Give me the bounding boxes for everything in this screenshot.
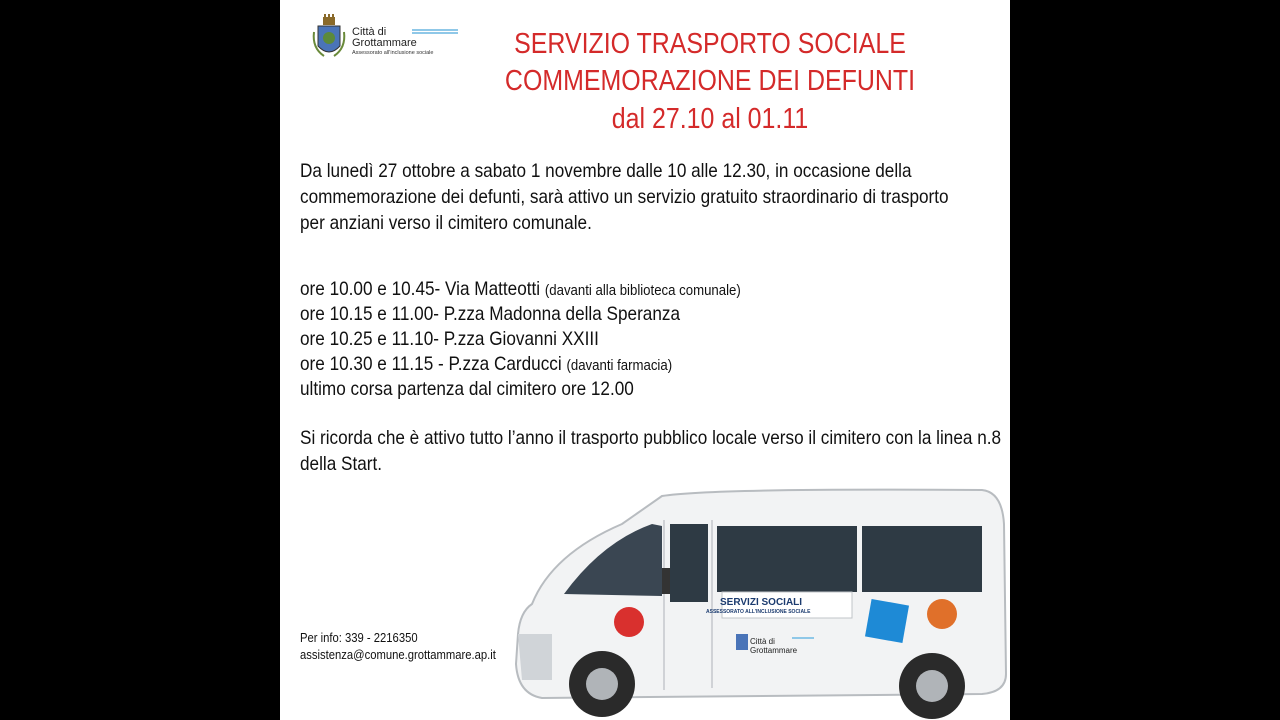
logo-department: Assessorato all'inclusione sociale — [352, 50, 434, 56]
schedule-item: ore 10.30 e 11.15 - P.zza Carducci (davanti farmacia) — [300, 353, 673, 375]
van-label-subtitle: ASSESSORATO ALL'INCLUSIONE SOCIALE — [706, 609, 811, 615]
schedule-item: ore 10.15 e 11.00- P.zza Madonna della Speranza — [300, 303, 681, 325]
reminder-line: della Start. — [300, 453, 383, 475]
info-email: assistenza@comune.grottammare.ap.it — [300, 648, 496, 662]
contact-info — [300, 630, 496, 664]
van-label-city-name: Grottammare — [750, 646, 798, 655]
poster — [280, 0, 1010, 720]
title-line-1: SERVIZIO TRASPORTO SOCIALE — [514, 28, 906, 60]
logo-city-label: Città di — [352, 26, 387, 38]
intro-line: commemorazione dei defunti, sarà attivo un servizio gratuito straordinario di trasporto — [300, 186, 949, 208]
schedule-item: ore 10.25 e 11.10- P.zza Giovanni XXIII — [300, 328, 599, 350]
van-label-city: Città di — [750, 637, 775, 646]
city-crest-icon — [310, 12, 348, 62]
van-label-title: SERVIZI SOCIALI — [720, 597, 803, 608]
logo-city-name: Grottammare — [352, 37, 417, 49]
reminder-paragraph — [300, 425, 1002, 477]
reminder-line: Si ricorda che è attivo tutto l’anno il trasporto pubblico locale verso il cimitero con la linea n.8 — [300, 427, 1002, 449]
schedule-item: ore 10.00 e 10.45- Via Matteotti (davanti alla biblioteca comunale) — [300, 278, 741, 300]
schedule-list — [300, 276, 916, 401]
city-logo — [310, 12, 440, 62]
title-line-2: COMMEMORAZIONE DEI DEFUNTI — [504, 65, 916, 97]
intro-line: per anziani verso il cimitero comunale. — [300, 212, 592, 234]
title-dates: dal 27.10 al 01.11 — [611, 103, 809, 135]
intro-line: Da lunedì 27 ottobre a sabato 1 novembre dalle 10 alle 12.30, in occasione della — [300, 160, 912, 182]
intro-paragraph — [300, 158, 949, 236]
info-phone: Per info: 339 - 2216350 — [300, 631, 418, 645]
schedule-item: ultimo corsa partenza dal cimitero ore 12.00 — [300, 378, 634, 400]
